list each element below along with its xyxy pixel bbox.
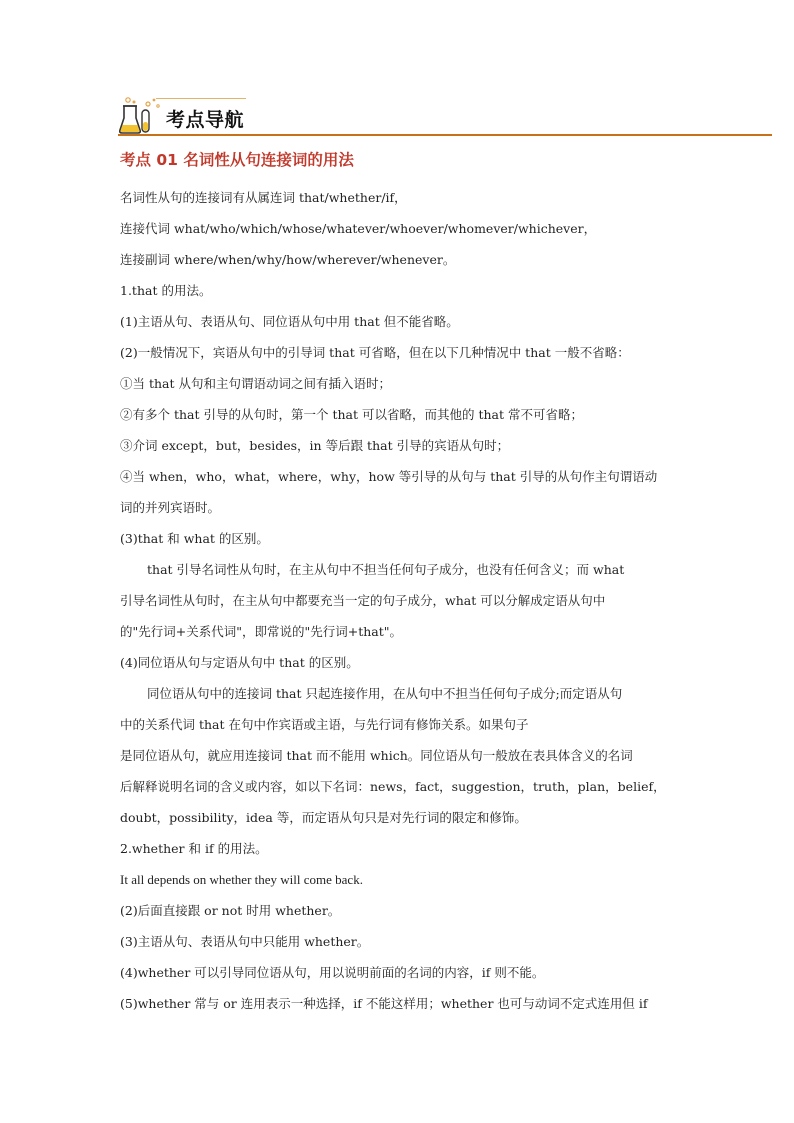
paragraph-line: ②有多个 that 引导的从句时，第一个 that 可以省略，而其他的 that 常不可省略； bbox=[120, 407, 583, 422]
paragraph-line: that 引导名词性从句时，在主从句中不担当任何句子成分，也没有任何含义；而 what bbox=[147, 562, 625, 577]
paragraph-line: 中的关系代词 that 在句中作宾语或主语，与先行词有修饰关系。如果句子 bbox=[120, 717, 529, 732]
section-header bbox=[118, 92, 772, 138]
paragraph-line: (2)一般情况下，宾语从句中的引导词 that 可省略，但在以下几种情况中 that 一般不省略： bbox=[120, 345, 630, 360]
header-divider bbox=[118, 134, 772, 136]
paragraph-line: 名词性从句的连接词有从属连词 that/whether/if， bbox=[120, 190, 407, 205]
paragraph-line: 后解释说明名词的含义或内容，如以下名词：news，fact，suggestion，truth，plan，belief， bbox=[120, 779, 666, 794]
paragraph-line: ③介词 except，but，besides，in 等后跟 that 引导的宾语从句时； bbox=[120, 438, 510, 453]
paragraph-line: (2)后面直接跟 or not 时用 whether。 bbox=[120, 903, 341, 918]
paragraph-line: (3)主语从句、表语从句中只能用 whether。 bbox=[120, 934, 370, 949]
paragraph-line: 的"先行词+关系代词"，即常说的"先行词+that"。 bbox=[120, 624, 402, 639]
paragraph-line: (5)whether 常与 or 连用表示一种选择，if 不能这样用；whether 也可与动词不定式连用但 if bbox=[120, 996, 648, 1011]
header-title: 考点导航 bbox=[166, 109, 245, 131]
paragraph-line: 引导名词性从句时，在主从句中都要充当一定的句子成分，what 可以分解成定语从句中 bbox=[120, 593, 606, 608]
paragraph-line: 连接代词 what/who/which/whose/whatever/whoever/whomever/whichever， bbox=[120, 221, 597, 236]
paragraph-line: 是同位语从句，就应用连接词 that 而不能用 which。同位语从句一般放在表具体含义的名词 bbox=[120, 748, 633, 763]
paragraph-line: ①当 that 从句和主句谓语动词之间有插入语时； bbox=[120, 376, 391, 391]
document-body bbox=[120, 182, 680, 1019]
paragraph-line: 连接副词 where/when/why/how/wherever/whenever。 bbox=[120, 252, 456, 267]
header-top-line bbox=[156, 98, 246, 99]
laboratory-flask-icon bbox=[118, 96, 162, 134]
paragraph-line: (4)同位语从句与定语从句中 that 的区别。 bbox=[120, 655, 359, 670]
paragraph-line: (4)whether 可以引导同位语从句，用以说明前面的名词的内容，if 则不能。 bbox=[120, 965, 545, 980]
paragraph-line: 2.whether 和 if 的用法。 bbox=[120, 841, 268, 856]
example-sentence: It all depends on whether they will come back. bbox=[120, 872, 363, 887]
paragraph-line: (1)主语从句、表语从句、同位语从句中用 that 但不能省略。 bbox=[120, 314, 459, 329]
paragraph-line: (3)that 和 what 的区别。 bbox=[120, 531, 269, 546]
paragraph-line: 1.that 的用法。 bbox=[120, 283, 212, 298]
paragraph-line: ④当 when，who，what，where，why，how 等引导的从句与 that 引导的从句作主句谓语动 bbox=[120, 469, 658, 484]
paragraph-line: 同位语从句中的连接词 that 只起连接作用，在从句中不担当任何句子成分;而定语从句 bbox=[147, 686, 623, 701]
section-title: 考点 01 名词性从句连接词的用法 bbox=[120, 151, 354, 169]
paragraph-line: doubt，possibility，idea 等，而定语从句只是对先行词的限定和修饰。 bbox=[120, 810, 527, 825]
paragraph-line: 词的并列宾语时。 bbox=[120, 500, 221, 515]
